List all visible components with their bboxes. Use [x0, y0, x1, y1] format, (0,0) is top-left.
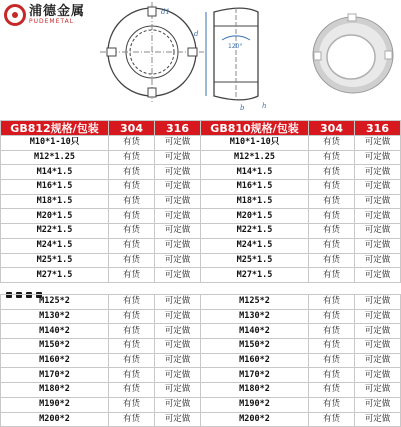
custom-316-cell: 可定做 [155, 150, 201, 165]
size-cell: M14*1.5 [1, 165, 109, 180]
custom-316-cell: 可定做 [355, 383, 401, 398]
stock-304-cell: 有货 [309, 309, 355, 324]
size-cell: M125*2 [201, 295, 309, 310]
table-row [1, 309, 401, 324]
stock-304-cell: 有货 [109, 353, 155, 368]
custom-316-cell: 可定做 [155, 165, 201, 180]
logo-icon [4, 4, 26, 26]
table-row [1, 238, 401, 253]
stock-304-cell: 有货 [109, 238, 155, 253]
custom-316-cell: 可定做 [355, 353, 401, 368]
custom-316-cell: 可定做 [155, 397, 201, 412]
size-cell: M180*2 [1, 383, 109, 398]
custom-316-cell: 可定做 [155, 339, 201, 354]
header-316: 316 [355, 121, 401, 136]
header-316: 316 [155, 121, 201, 136]
stock-304-cell: 有货 [309, 194, 355, 209]
stock-304-cell: 有货 [309, 209, 355, 224]
spec-table-lower [0, 294, 401, 427]
stock-304-cell: 有货 [109, 224, 155, 239]
custom-316-cell: 可定做 [155, 353, 201, 368]
custom-316-cell: 可定做 [355, 324, 401, 339]
table-row [1, 209, 401, 224]
size-cell: M125*2 [1, 295, 109, 310]
product-banner [0, 0, 400, 120]
custom-316-cell: 可定做 [155, 209, 201, 224]
custom-316-cell: 可定做 [355, 224, 401, 239]
header-304: 304 [109, 121, 155, 136]
stock-304-cell: 有货 [309, 253, 355, 268]
dim-label-b: b [240, 104, 245, 112]
header-gb812: GB812规格/包装 [1, 121, 109, 136]
table-row [1, 324, 401, 339]
table-row [1, 180, 401, 195]
logo-name-en: PUDEMETAL [29, 18, 75, 25]
custom-316-cell: 可定做 [155, 238, 201, 253]
table-row [1, 339, 401, 354]
stock-304-cell: 有货 [109, 209, 155, 224]
stock-304-cell: 有货 [109, 165, 155, 180]
custom-316-cell: 可定做 [155, 136, 201, 151]
table-row [1, 253, 401, 268]
spec-sheet [0, 120, 400, 283]
custom-316-cell: 可定做 [355, 209, 401, 224]
stock-304-cell: 有货 [109, 268, 155, 283]
spec-table-upper [0, 120, 401, 283]
angle-label: 120° [228, 43, 243, 50]
size-cell: M150*2 [1, 339, 109, 354]
size-cell: M27*1.5 [201, 268, 309, 283]
stock-304-cell: 有货 [109, 194, 155, 209]
size-cell: M170*2 [201, 368, 309, 383]
table-row [1, 165, 401, 180]
custom-316-cell: 可定做 [155, 309, 201, 324]
size-cell: M170*2 [1, 368, 109, 383]
brand-logo [4, 4, 85, 26]
stock-304-cell: 有货 [309, 397, 355, 412]
stock-304-cell: 有货 [109, 324, 155, 339]
custom-316-cell: 可定做 [355, 412, 401, 427]
size-cell: M10*1-10只 [201, 136, 309, 151]
size-cell: M140*2 [201, 324, 309, 339]
table-row [1, 150, 401, 165]
custom-316-cell: 可定做 [155, 412, 201, 427]
size-cell: M130*2 [201, 309, 309, 324]
stock-304-cell: 有货 [109, 339, 155, 354]
custom-316-cell: 可定做 [155, 324, 201, 339]
size-cell: M10*1-10只 [1, 136, 109, 151]
custom-316-cell: 可定做 [155, 295, 201, 310]
size-cell: M140*2 [1, 324, 109, 339]
table-row [1, 383, 401, 398]
stock-304-cell: 有货 [109, 368, 155, 383]
stock-304-cell: 有货 [309, 224, 355, 239]
custom-316-cell: 可定做 [355, 253, 401, 268]
table-row [1, 353, 401, 368]
custom-316-cell: 可定做 [355, 368, 401, 383]
stock-304-cell: 有货 [109, 150, 155, 165]
table-row [1, 368, 401, 383]
header-gb810: GB810规格/包装 [201, 121, 309, 136]
stock-304-cell: 有货 [309, 353, 355, 368]
size-cell: M180*2 [201, 383, 309, 398]
size-cell: M160*2 [201, 353, 309, 368]
stock-304-cell: 有货 [109, 383, 155, 398]
stock-304-cell: 有货 [309, 383, 355, 398]
custom-316-cell: 可定做 [155, 224, 201, 239]
size-cell: M16*1.5 [201, 180, 309, 195]
custom-316-cell: 可定做 [355, 136, 401, 151]
size-cell: M25*1.5 [201, 253, 309, 268]
table-row [1, 268, 401, 283]
stock-304-cell: 有货 [109, 412, 155, 427]
table-row [1, 397, 401, 412]
nut-photo [313, 14, 393, 93]
custom-316-cell: 可定做 [155, 253, 201, 268]
size-cell: M150*2 [201, 339, 309, 354]
size-cell: M14*1.5 [201, 165, 309, 180]
stock-304-cell: 有货 [309, 238, 355, 253]
size-cell: M24*1.5 [1, 238, 109, 253]
size-cell: M190*2 [1, 397, 109, 412]
size-cell: M25*1.5 [1, 253, 109, 268]
stock-304-cell: 有货 [309, 412, 355, 427]
size-cell: M200*2 [1, 412, 109, 427]
size-cell: M190*2 [201, 397, 309, 412]
size-cell: M20*1.5 [1, 209, 109, 224]
size-cell: M20*1.5 [201, 209, 309, 224]
size-cell: M22*1.5 [1, 224, 109, 239]
spec-sheet-lower [0, 294, 400, 427]
stock-304-cell: 有货 [109, 295, 155, 310]
custom-316-cell: 可定做 [355, 180, 401, 195]
table-body-upper [1, 136, 401, 283]
table-row [1, 224, 401, 239]
size-cell: M22*1.5 [201, 224, 309, 239]
custom-316-cell: 可定做 [355, 194, 401, 209]
size-cell: M130*2 [1, 309, 109, 324]
dim-label-d1: d1 [161, 8, 170, 16]
custom-316-cell: 可定做 [355, 397, 401, 412]
size-cell: M160*2 [1, 353, 109, 368]
size-cell: M200*2 [201, 412, 309, 427]
table-row [1, 295, 401, 310]
size-cell: M27*1.5 [1, 268, 109, 283]
stock-304-cell: 有货 [309, 339, 355, 354]
table-row [1, 194, 401, 209]
stock-304-cell: 有货 [109, 253, 155, 268]
custom-316-cell: 可定做 [155, 383, 201, 398]
stock-304-cell: 有货 [309, 368, 355, 383]
table-header-row [1, 121, 401, 136]
stock-304-cell: 有货 [309, 180, 355, 195]
stock-304-cell: 有货 [309, 268, 355, 283]
size-cell: M18*1.5 [201, 194, 309, 209]
custom-316-cell: 可定做 [355, 295, 401, 310]
stock-304-cell: 有货 [309, 150, 355, 165]
stock-304-cell: 有货 [309, 324, 355, 339]
custom-316-cell: 可定做 [355, 165, 401, 180]
stock-304-cell: 有货 [109, 180, 155, 195]
size-cell: M18*1.5 [1, 194, 109, 209]
dim-label-h: h [262, 102, 267, 110]
custom-316-cell: 可定做 [355, 150, 401, 165]
size-cell: M12*1.25 [1, 150, 109, 165]
size-cell: M16*1.5 [1, 180, 109, 195]
dim-label-d: d [194, 30, 199, 38]
custom-316-cell: 可定做 [155, 368, 201, 383]
table-row [1, 412, 401, 427]
stock-304-cell: 有货 [109, 136, 155, 151]
logo-name-cn: 浦德金属 [29, 4, 86, 19]
custom-316-cell: 可定做 [355, 309, 401, 324]
header-304: 304 [309, 121, 355, 136]
custom-316-cell: 可定做 [155, 268, 201, 283]
custom-316-cell: 可定做 [155, 194, 201, 209]
stock-304-cell: 有货 [109, 309, 155, 324]
stock-304-cell: 有货 [309, 136, 355, 151]
custom-316-cell: 可定做 [155, 180, 201, 195]
custom-316-cell: 可定做 [355, 238, 401, 253]
stock-304-cell: 有货 [109, 397, 155, 412]
custom-316-cell: 可定做 [355, 339, 401, 354]
size-cell: M12*1.25 [201, 150, 309, 165]
stock-304-cell: 有货 [309, 295, 355, 310]
table-body-lower [1, 295, 401, 427]
stock-304-cell: 有货 [309, 165, 355, 180]
custom-316-cell: 可定做 [355, 268, 401, 283]
size-cell: M24*1.5 [201, 238, 309, 253]
table-row [1, 136, 401, 151]
